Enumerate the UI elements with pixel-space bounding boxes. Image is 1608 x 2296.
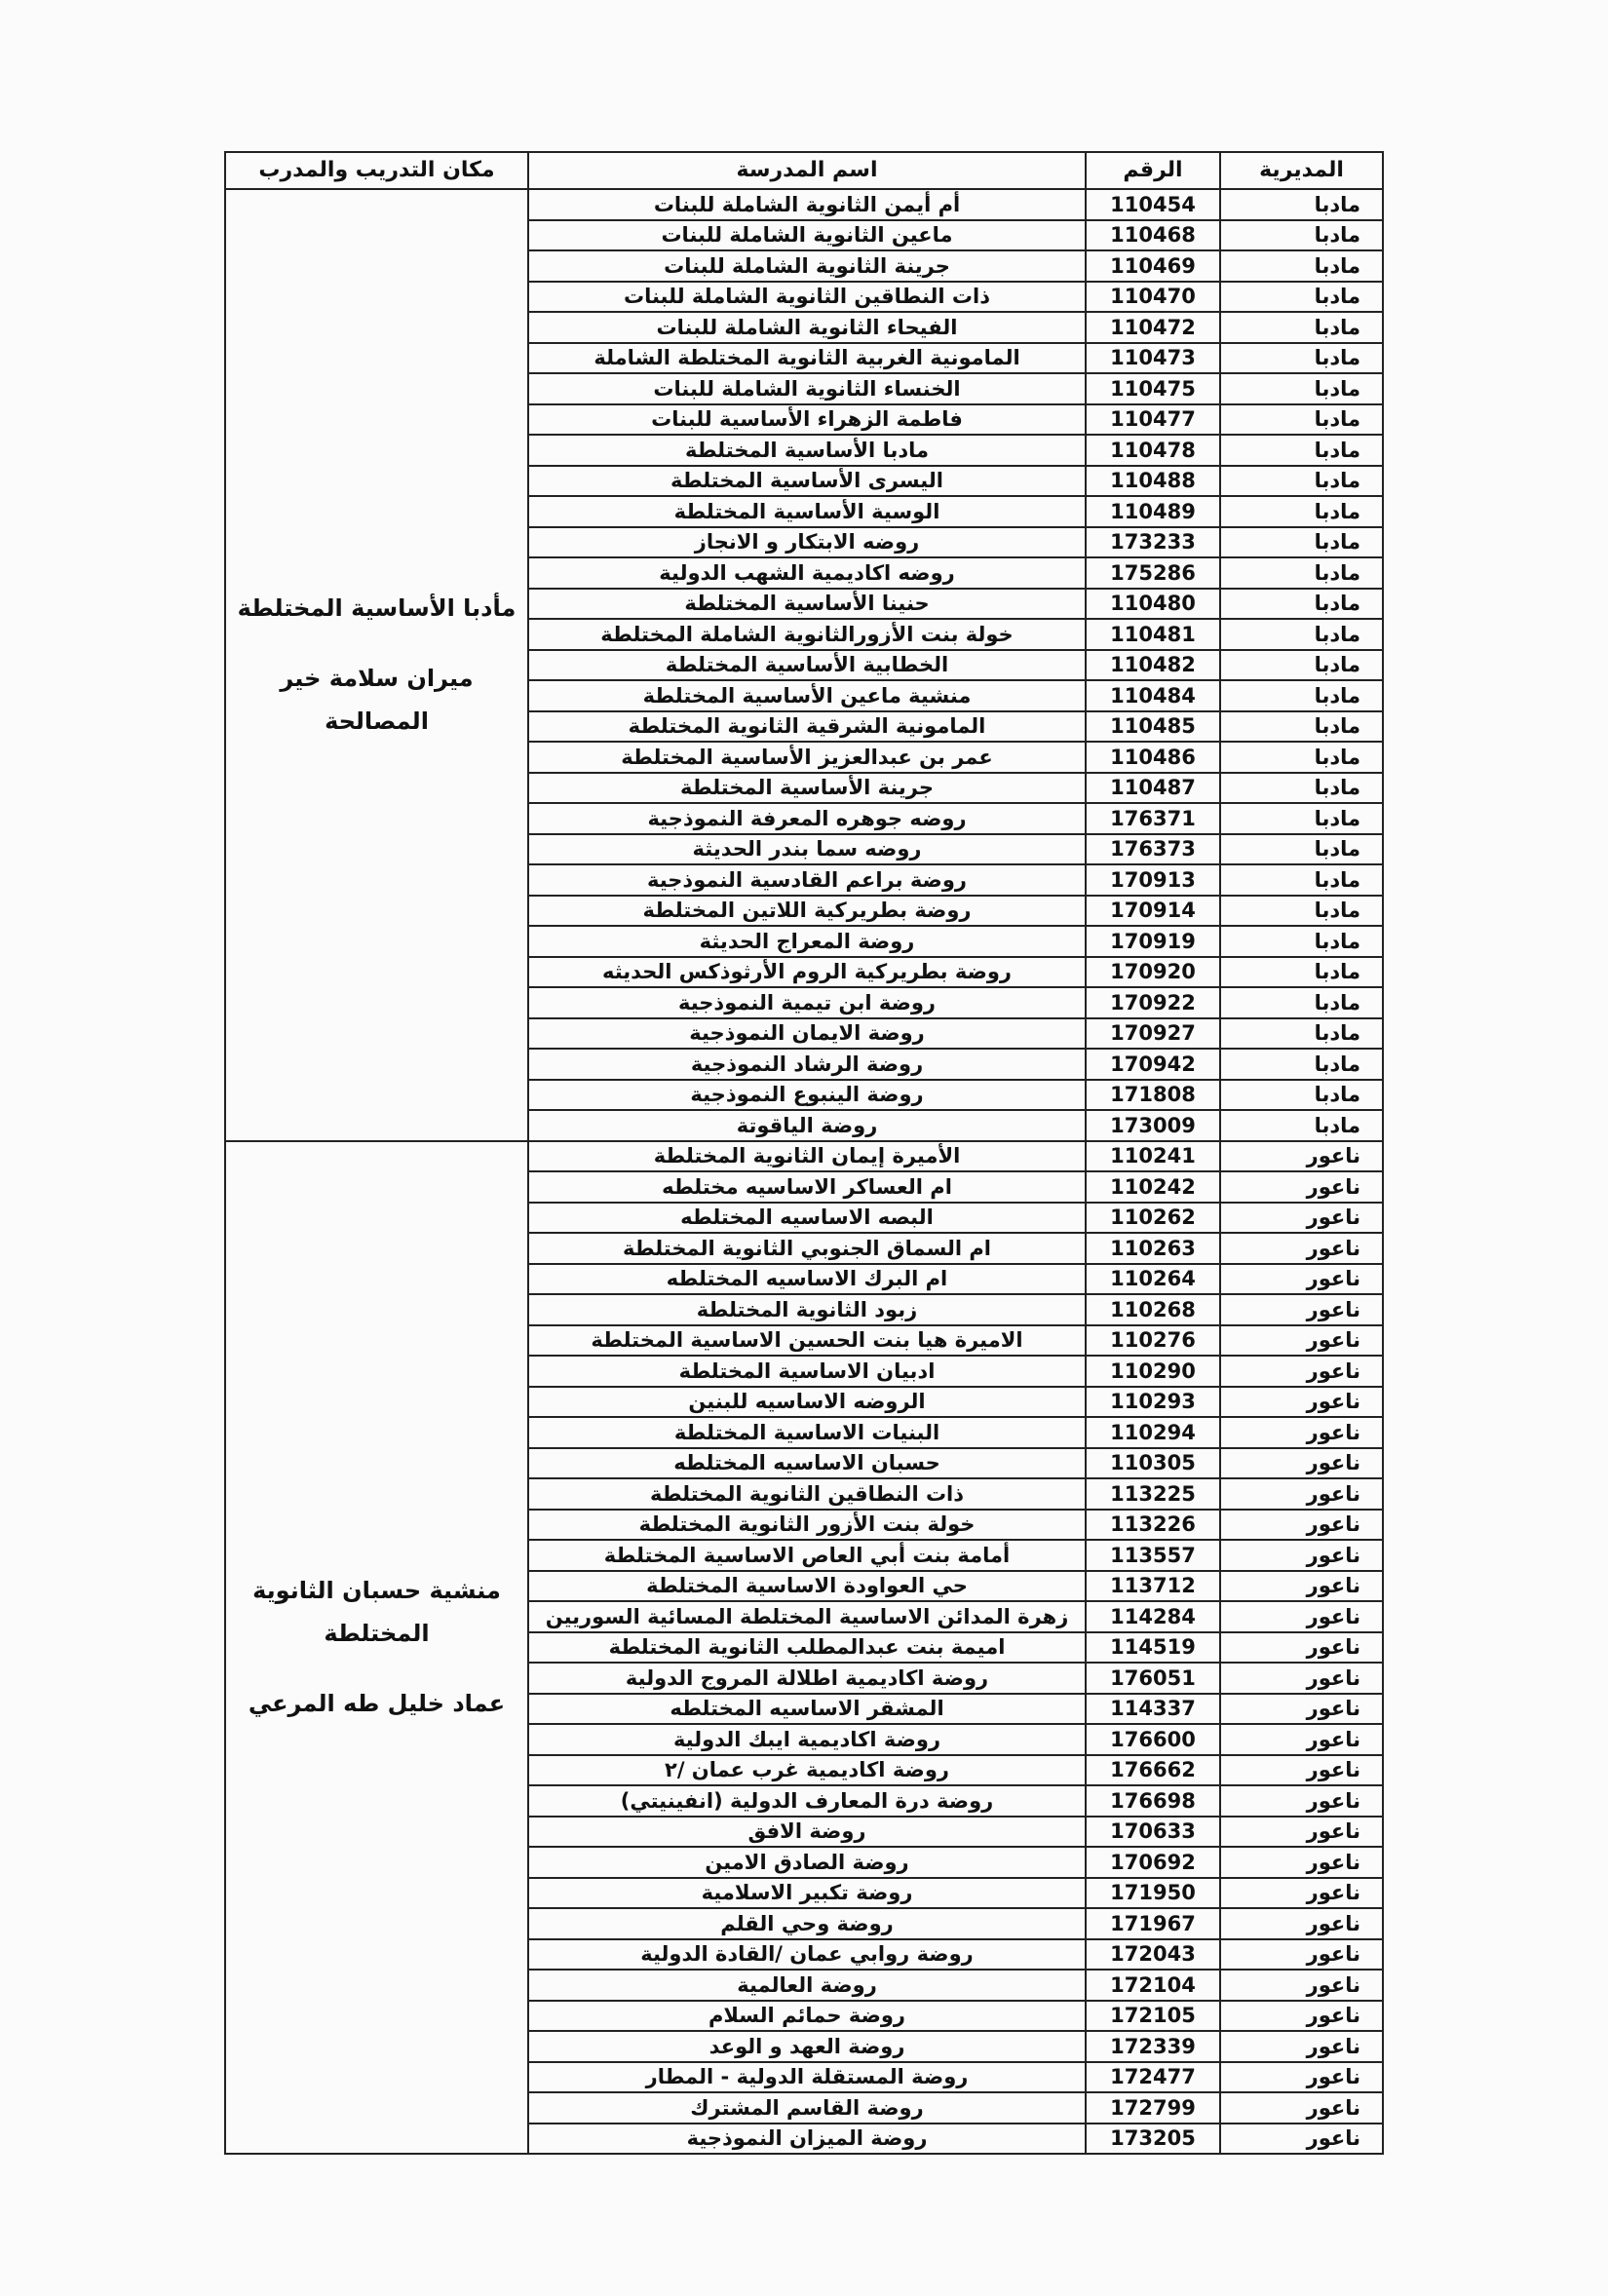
school-name-cell: روضة حمائم السلام: [528, 2001, 1086, 2032]
school-number-cell: 172799: [1086, 2092, 1220, 2124]
school-number-cell: 170927: [1086, 1018, 1220, 1050]
header-place: مكان التدريب والمدرب: [225, 152, 528, 189]
directorate-cell: مادبا: [1220, 773, 1383, 804]
school-name-cell: روضة الرشاد النموذجية: [528, 1049, 1086, 1080]
school-name-cell: الخنساء الثانوية الشاملة للبنات: [528, 373, 1086, 404]
school-number-cell: 113557: [1086, 1540, 1220, 1571]
school-number-cell: 170922: [1086, 987, 1220, 1018]
school-number-cell: 110473: [1086, 343, 1220, 374]
directorate-cell: مادبا: [1220, 250, 1383, 282]
school-number-cell: 176051: [1086, 1663, 1220, 1694]
table-row: [225, 1141, 1383, 1172]
schools-table: [224, 151, 1384, 2155]
school-number-cell: 172105: [1086, 2001, 1220, 2032]
directorate-cell: مادبا: [1220, 1110, 1383, 1141]
school-name-cell: روضة ابن تيمية النموذجية: [528, 987, 1086, 1018]
directorate-cell: ناعور: [1220, 1171, 1383, 1203]
school-name-cell: ام السماق الجنوبي الثانوية المختلطة: [528, 1233, 1086, 1264]
directorate-cell: ناعور: [1220, 2001, 1383, 2032]
school-number-cell: 114284: [1086, 1601, 1220, 1632]
school-number-cell: 173233: [1086, 527, 1220, 558]
directorate-cell: ناعور: [1220, 1694, 1383, 1725]
school-number-cell: 113226: [1086, 1510, 1220, 1541]
directorate-cell: مادبا: [1220, 1049, 1383, 1080]
directorate-cell: ناعور: [1220, 1540, 1383, 1571]
directorate-cell: مادبا: [1220, 589, 1383, 620]
school-number-cell: 110481: [1086, 619, 1220, 650]
directorate-cell: مادبا: [1220, 1080, 1383, 1111]
school-name-cell: روضة الميزان النموذجية: [528, 2124, 1086, 2155]
trainer-name: عماد خليل طه المرعي: [248, 1690, 506, 1718]
school-number-cell: 110294: [1086, 1417, 1220, 1448]
school-name-cell: روضة العهد و الوعد: [528, 2031, 1086, 2062]
school-number-cell: 110305: [1086, 1448, 1220, 1479]
directorate-cell: مادبا: [1220, 926, 1383, 957]
school-name-cell: حنينا الأساسية المختلطة: [528, 589, 1086, 620]
school-name-cell: حي العواودة الاساسية المختلطة: [528, 1571, 1086, 1602]
school-number-cell: 172339: [1086, 2031, 1220, 2062]
school-name-cell: زهرة المدائن الاساسية المختلطة المسائية السوريين: [528, 1601, 1086, 1632]
directorate-cell: ناعور: [1220, 1724, 1383, 1755]
school-number-cell: 110290: [1086, 1356, 1220, 1387]
directorate-cell: مادبا: [1220, 742, 1383, 773]
school-number-cell: 170914: [1086, 896, 1220, 927]
school-number-cell: 110276: [1086, 1325, 1220, 1357]
school-number-cell: 173205: [1086, 2124, 1220, 2155]
directorate-cell: ناعور: [1220, 2124, 1383, 2155]
training-school-name: مأدبا الأساسية المختلطة: [237, 594, 517, 623]
directorate-cell: مادبا: [1220, 343, 1383, 374]
directorate-cell: ناعور: [1220, 1632, 1383, 1664]
school-name-cell: اميمة بنت عبدالمطلب الثانوية المختلطة: [528, 1632, 1086, 1664]
school-number-cell: 176698: [1086, 1785, 1220, 1817]
school-number-cell: 110488: [1086, 466, 1220, 497]
school-name-cell: الأميرة إيمان الثانوية المختلطة: [528, 1141, 1086, 1172]
school-name-cell: روضة اكاديمية غرب عمان /٢: [528, 1755, 1086, 1786]
directorate-cell: مادبا: [1220, 557, 1383, 589]
school-name-cell: روضه اكاديمية الشهب الدولية: [528, 557, 1086, 589]
directorate-cell: ناعور: [1220, 1294, 1383, 1325]
training-place-cell: [225, 1141, 528, 2155]
school-number-cell: 110262: [1086, 1203, 1220, 1234]
school-name-cell: روضة درة المعارف الدولية (انفينيتي): [528, 1785, 1086, 1817]
directorate-cell: ناعور: [1220, 1970, 1383, 2001]
school-name-cell: روضة الينبوع النموذجية: [528, 1080, 1086, 1111]
school-name-cell: ام البرك الاساسيه المختلطه: [528, 1264, 1086, 1295]
table-body: [225, 189, 1383, 2154]
directorate-cell: مادبا: [1220, 282, 1383, 313]
school-number-cell: 110242: [1086, 1171, 1220, 1203]
school-number-cell: 110469: [1086, 250, 1220, 282]
directorate-cell: مادبا: [1220, 404, 1383, 436]
school-name-cell: روضة بطريركية الروم الأرثوذكس الحديثه: [528, 957, 1086, 988]
school-number-cell: 110264: [1086, 1264, 1220, 1295]
directorate-cell: ناعور: [1220, 1908, 1383, 1939]
school-number-cell: 176373: [1086, 834, 1220, 865]
school-number-cell: 171967: [1086, 1908, 1220, 1939]
school-number-cell: 176600: [1086, 1724, 1220, 1755]
school-name-cell: روضة العالمية: [528, 1970, 1086, 2001]
school-name-cell: فاطمة الزهراء الأساسية للبنات: [528, 404, 1086, 436]
school-name-cell: ام العساكر الاساسيه مختلطه: [528, 1171, 1086, 1203]
directorate-cell: ناعور: [1220, 1847, 1383, 1878]
school-number-cell: 170942: [1086, 1049, 1220, 1080]
directorate-cell: ناعور: [1220, 1325, 1383, 1357]
school-number-cell: 110470: [1086, 282, 1220, 313]
school-number-cell: 170913: [1086, 864, 1220, 896]
school-number-cell: 170920: [1086, 957, 1220, 988]
directorate-cell: مادبا: [1220, 435, 1383, 466]
school-number-cell: 172477: [1086, 2062, 1220, 2093]
directorate-cell: ناعور: [1220, 1233, 1383, 1264]
directorate-cell: ناعور: [1220, 1264, 1383, 1295]
school-name-cell: البنيات الاساسية المختلطة: [528, 1417, 1086, 1448]
directorate-cell: مادبا: [1220, 527, 1383, 558]
directorate-cell: ناعور: [1220, 1939, 1383, 1971]
school-name-cell: الوسية الأساسية المختلطة: [528, 496, 1086, 527]
school-name-cell: ذات النطاقين الثانوية الشاملة للبنات: [528, 282, 1086, 313]
school-number-cell: 110454: [1086, 189, 1220, 220]
school-name-cell: روضة الياقوتة: [528, 1110, 1086, 1141]
school-name-cell: روضة روابي عمان /القادة الدولية: [528, 1939, 1086, 1971]
directorate-cell: مادبا: [1220, 680, 1383, 711]
school-number-cell: 170919: [1086, 926, 1220, 957]
school-name-cell: الخطابية الأساسية المختلطة: [528, 650, 1086, 681]
directorate-cell: مادبا: [1220, 496, 1383, 527]
directorate-cell: ناعور: [1220, 1785, 1383, 1817]
school-name-cell: روضة اكاديمية اطلالة المروج الدولية: [528, 1663, 1086, 1694]
table-row: [225, 189, 1383, 220]
school-name-cell: روضه سما بندر الحديثة: [528, 834, 1086, 865]
school-name-cell: روضة اكاديمية ايبك الدولية: [528, 1724, 1086, 1755]
school-number-cell: 110486: [1086, 742, 1220, 773]
school-number-cell: 110241: [1086, 1141, 1220, 1172]
directorate-cell: مادبا: [1220, 1018, 1383, 1050]
directorate-cell: ناعور: [1220, 1510, 1383, 1541]
school-number-cell: 170692: [1086, 1847, 1220, 1878]
directorate-cell: مادبا: [1220, 373, 1383, 404]
school-number-cell: 110268: [1086, 1294, 1220, 1325]
school-name-cell: الفيحاء الثانوية الشاملة للبنات: [528, 312, 1086, 343]
directorate-cell: مادبا: [1220, 312, 1383, 343]
directorate-cell: مادبا: [1220, 987, 1383, 1018]
school-number-cell: 110489: [1086, 496, 1220, 527]
directorate-cell: ناعور: [1220, 1387, 1383, 1418]
school-name-cell: الروضه الاساسيه للبنين: [528, 1387, 1086, 1418]
school-number-cell: 172104: [1086, 1970, 1220, 2001]
school-name-cell: الاميرة هيا بنت الحسين الاساسية المختلطة: [528, 1325, 1086, 1357]
directorate-cell: مادبا: [1220, 896, 1383, 927]
header-directorate: المديرية: [1220, 152, 1383, 189]
header-number: الرقم: [1086, 152, 1220, 189]
school-number-cell: 110484: [1086, 680, 1220, 711]
school-name-cell: عمر بن عبدالعزيز الأساسية المختلطة: [528, 742, 1086, 773]
school-name-cell: روضة بطريركية اللاتين المختلطة: [528, 896, 1086, 927]
school-number-cell: 173009: [1086, 1110, 1220, 1141]
school-name-cell: المامونية الغربية الثانوية المختلطة الشاملة: [528, 343, 1086, 374]
school-number-cell: 113225: [1086, 1478, 1220, 1510]
directorate-cell: ناعور: [1220, 1663, 1383, 1694]
school-number-cell: 171950: [1086, 1878, 1220, 1909]
directorate-cell: ناعور: [1220, 1755, 1383, 1786]
directorate-cell: مادبا: [1220, 864, 1383, 896]
school-name-cell: ماعين الثانوية الشاملة للبنات: [528, 220, 1086, 251]
school-number-cell: 110485: [1086, 711, 1220, 743]
school-name-cell: المامونية الشرقية الثانوية المختلطة: [528, 711, 1086, 743]
school-name-cell: روضة تكبير الاسلامية: [528, 1878, 1086, 1909]
school-name-cell: زبود الثانوية المختلطة: [528, 1294, 1086, 1325]
schools-table-sheet: [224, 151, 1382, 2155]
school-name-cell: اليسرى الأساسية المختلطة: [528, 466, 1086, 497]
school-name-cell: المشقر الاساسيه المختلطه: [528, 1694, 1086, 1725]
directorate-cell: مادبا: [1220, 711, 1383, 743]
directorate-cell: مادبا: [1220, 189, 1383, 220]
spacer: [232, 630, 521, 657]
school-name-cell: جرينة الأساسية المختلطة: [528, 773, 1086, 804]
school-number-cell: 176371: [1086, 803, 1220, 834]
directorate-cell: ناعور: [1220, 1203, 1383, 1234]
school-number-cell: 171808: [1086, 1080, 1220, 1111]
school-name-cell: منشية ماعين الأساسية المختلطة: [528, 680, 1086, 711]
school-number-cell: 110263: [1086, 1233, 1220, 1264]
directorate-cell: ناعور: [1220, 1878, 1383, 1909]
school-number-cell: 110487: [1086, 773, 1220, 804]
school-name-cell: روضة الصادق الامين: [528, 1847, 1086, 1878]
school-name-cell: روضه جوهره المعرفة النموذجية: [528, 803, 1086, 834]
school-name-cell: روضة القاسم المشترك: [528, 2092, 1086, 2124]
school-number-cell: 175286: [1086, 557, 1220, 589]
directorate-cell: مادبا: [1220, 466, 1383, 497]
directorate-cell: مادبا: [1220, 650, 1383, 681]
directorate-cell: مادبا: [1220, 220, 1383, 251]
directorate-cell: مادبا: [1220, 957, 1383, 988]
school-number-cell: 114519: [1086, 1632, 1220, 1664]
directorate-cell: ناعور: [1220, 1356, 1383, 1387]
school-number-cell: 110472: [1086, 312, 1220, 343]
directorate-cell: ناعور: [1220, 2062, 1383, 2093]
header-school: اسم المدرسة: [528, 152, 1086, 189]
directorate-cell: مادبا: [1220, 834, 1383, 865]
school-name-cell: مادبا الأساسية المختلطة: [528, 435, 1086, 466]
school-name-cell: حسبان الاساسيه المختلطه: [528, 1448, 1086, 1479]
school-number-cell: 176662: [1086, 1755, 1220, 1786]
directorate-cell: ناعور: [1220, 1417, 1383, 1448]
school-name-cell: ذات النطاقين الثانوية المختلطة: [528, 1478, 1086, 1510]
school-number-cell: 172043: [1086, 1939, 1220, 1971]
directorate-cell: ناعور: [1220, 2092, 1383, 2124]
school-number-cell: 113712: [1086, 1571, 1220, 1602]
table-header-row: [225, 152, 1383, 189]
school-number-cell: 110293: [1086, 1387, 1220, 1418]
school-name-cell: روضة المستقلة الدولية - المطار: [528, 2062, 1086, 2093]
directorate-cell: ناعور: [1220, 1478, 1383, 1510]
school-number-cell: 110482: [1086, 650, 1220, 681]
directorate-cell: ناعور: [1220, 1571, 1383, 1602]
school-number-cell: 110477: [1086, 404, 1220, 436]
school-number-cell: 110468: [1086, 220, 1220, 251]
school-name-cell: روضة الافق: [528, 1817, 1086, 1848]
directorate-cell: ناعور: [1220, 1141, 1383, 1172]
school-name-cell: روضة وحي القلم: [528, 1908, 1086, 1939]
school-number-cell: 170633: [1086, 1817, 1220, 1848]
school-name-cell: ادبيان الاساسية المختلطة: [528, 1356, 1086, 1387]
training-school-name: منشية حسبان الثانوية المختلطة: [252, 1577, 501, 1648]
school-number-cell: 110475: [1086, 373, 1220, 404]
school-name-cell: روضه الابتكار و الانجاز: [528, 527, 1086, 558]
school-name-cell: أم أيمن الثانوية الشاملة للبنات: [528, 189, 1086, 220]
school-name-cell: البصه الاساسيه المختلطه: [528, 1203, 1086, 1234]
directorate-cell: ناعور: [1220, 1448, 1383, 1479]
school-name-cell: روضة الايمان النموذجية: [528, 1018, 1086, 1050]
training-place-cell: [225, 189, 528, 1141]
school-name-cell: روضة براعم القادسية النموذجية: [528, 864, 1086, 896]
directorate-cell: مادبا: [1220, 619, 1383, 650]
school-name-cell: خولة بنت الأزورالثانوية الشاملة المختلطة: [528, 619, 1086, 650]
directorate-cell: ناعور: [1220, 2031, 1383, 2062]
school-number-cell: 110478: [1086, 435, 1220, 466]
school-name-cell: روضة المعراج الحديثة: [528, 926, 1086, 957]
school-number-cell: 114337: [1086, 1694, 1220, 1725]
school-number-cell: 110480: [1086, 589, 1220, 620]
school-name-cell: جرينة الثانوية الشاملة للبنات: [528, 250, 1086, 282]
trainer-name: ميران سلامة خير المصالحة: [280, 665, 474, 736]
spacer: [232, 1655, 521, 1682]
directorate-cell: ناعور: [1220, 1601, 1383, 1632]
school-name-cell: أمامة بنت أبي العاص الاساسية المختلطة: [528, 1540, 1086, 1571]
school-name-cell: خولة بنت الأزور الثانوية المختلطة: [528, 1510, 1086, 1541]
directorate-cell: ناعور: [1220, 1817, 1383, 1848]
directorate-cell: مادبا: [1220, 803, 1383, 834]
